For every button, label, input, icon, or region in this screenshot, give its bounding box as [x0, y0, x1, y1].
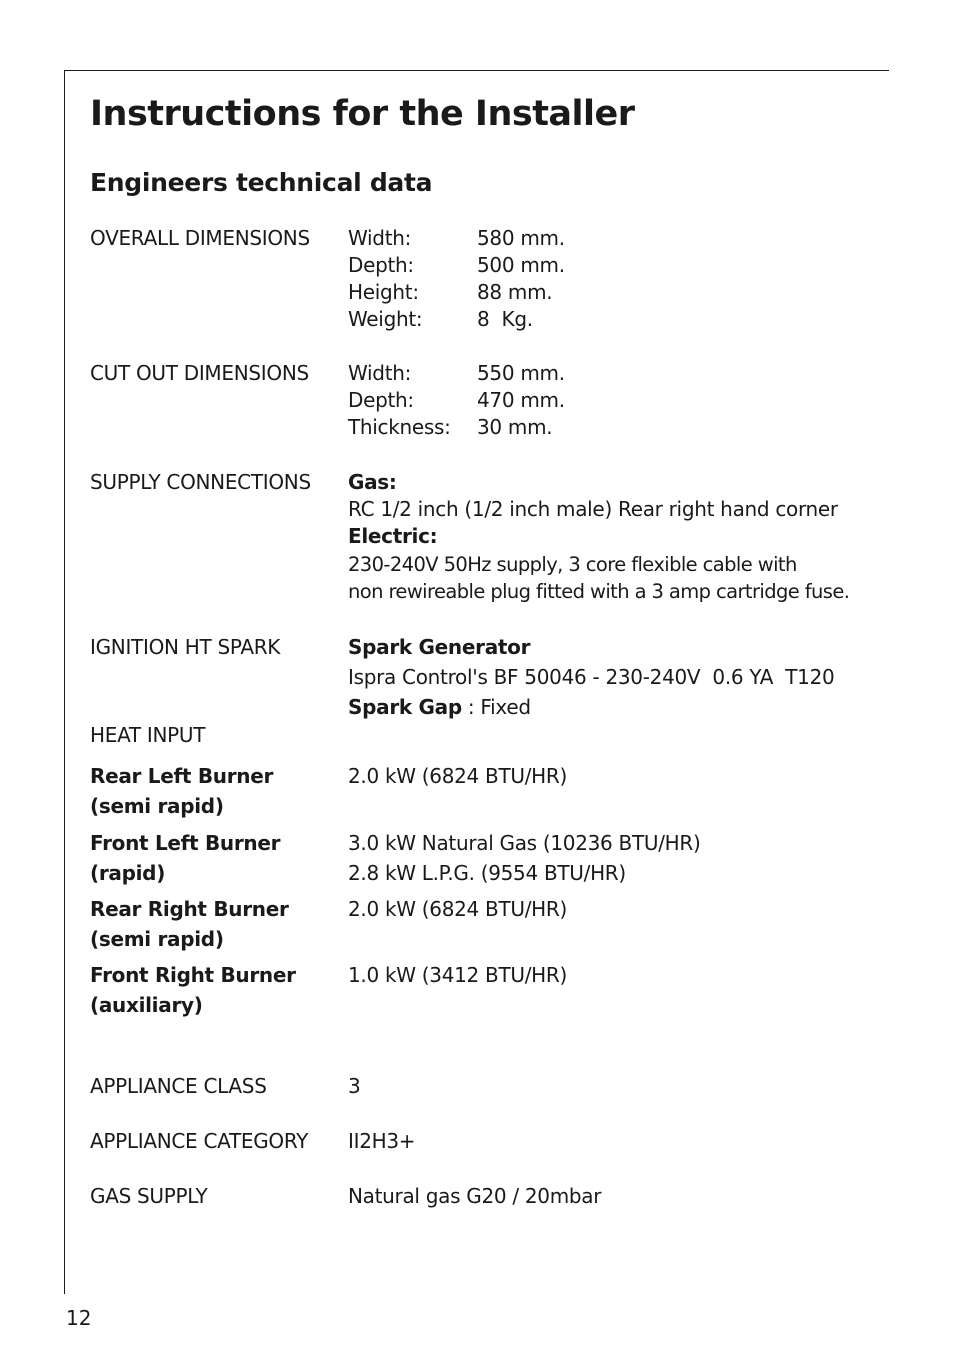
spark-generator-text: Ispra Control's BF 50046 - 230-240V 0.6 YA T120 [348, 665, 835, 689]
spark-gap-label: Spark Gap [348, 695, 462, 719]
supply-connections-label: SUPPLY CONNECTIONS [90, 470, 311, 494]
burner-name: Rear Left Burner [90, 764, 274, 788]
cut-out-depth-key: Depth: [348, 388, 414, 412]
burner-name: Rear Right Burner [90, 897, 289, 921]
cut-out-depth-value: 470 mm. [477, 388, 565, 412]
page-number: 12 [66, 1306, 92, 1330]
gas-heading: Gas: [348, 470, 397, 494]
overall-weight-key: Weight: [348, 307, 423, 331]
gas-supply-value: Natural gas G20 / 20mbar [348, 1184, 602, 1208]
appliance-category-value: II2H3+ [348, 1129, 416, 1153]
ignition-label: IGNITION HT SPARK [90, 635, 281, 659]
overall-depth-key: Depth: [348, 253, 414, 277]
overall-depth-value: 500 mm. [477, 253, 565, 277]
overall-weight-value: 8 Kg. [477, 307, 533, 331]
overall-height-key: Height: [348, 280, 419, 304]
section-title: Engineers technical data [90, 168, 433, 197]
spark-gap-line [348, 694, 531, 721]
cut-out-thickness-key: Thickness: [348, 415, 451, 439]
appliance-category-label: APPLIANCE CATEGORY [90, 1129, 309, 1153]
electric-heading: Electric: [348, 524, 438, 548]
electric-line-2: non rewireable plug fitted with a 3 amp cartridge fuse. [348, 580, 850, 603]
burner-value: 2.8 kW L.P.G. (9554 BTU/HR) [348, 861, 626, 885]
page-title: Instructions for the Installer [90, 94, 635, 134]
gas-connection-text: RC 1/2 inch (1/2 inch male) Rear right hand corner [348, 497, 838, 521]
gas-supply-label: GAS SUPPLY [90, 1184, 208, 1208]
spark-gap-value: : Fixed [461, 695, 531, 719]
appliance-class-value: 3 [348, 1074, 361, 1098]
heat-input-label: HEAT INPUT [90, 723, 206, 747]
cut-out-dimensions-label: CUT OUT DIMENSIONS [90, 361, 309, 385]
appliance-class-label: APPLIANCE CLASS [90, 1074, 267, 1098]
electric-line-1: 230-240V 50Hz supply, 3 core flexible cable with [348, 553, 797, 576]
overall-width-value: 580 mm. [477, 226, 565, 250]
burner-value: 2.0 kW (6824 BTU/HR) [348, 764, 567, 788]
top-rule [64, 70, 889, 71]
spark-generator-heading: Spark Generator [348, 635, 531, 659]
burner-type: (semi rapid) [90, 927, 224, 951]
burner-value: 2.0 kW (6824 BTU/HR) [348, 897, 567, 921]
burner-value: 1.0 kW (3412 BTU/HR) [348, 963, 567, 987]
burner-type: (auxiliary) [90, 993, 203, 1017]
overall-height-value: 88 mm. [477, 280, 553, 304]
left-rule [64, 70, 65, 1294]
burner-name: Front Right Burner [90, 963, 296, 987]
overall-width-key: Width: [348, 226, 412, 250]
burner-value: 3.0 kW Natural Gas (10236 BTU/HR) [348, 831, 701, 855]
cut-out-thickness-value: 30 mm. [477, 415, 553, 439]
burner-type: (semi rapid) [90, 794, 224, 818]
overall-dimensions-label: OVERALL DIMENSIONS [90, 226, 310, 250]
cut-out-width-value: 550 mm. [477, 361, 565, 385]
burner-type: (rapid) [90, 861, 166, 885]
burner-name: Front Left Burner [90, 831, 281, 855]
cut-out-width-key: Width: [348, 361, 412, 385]
